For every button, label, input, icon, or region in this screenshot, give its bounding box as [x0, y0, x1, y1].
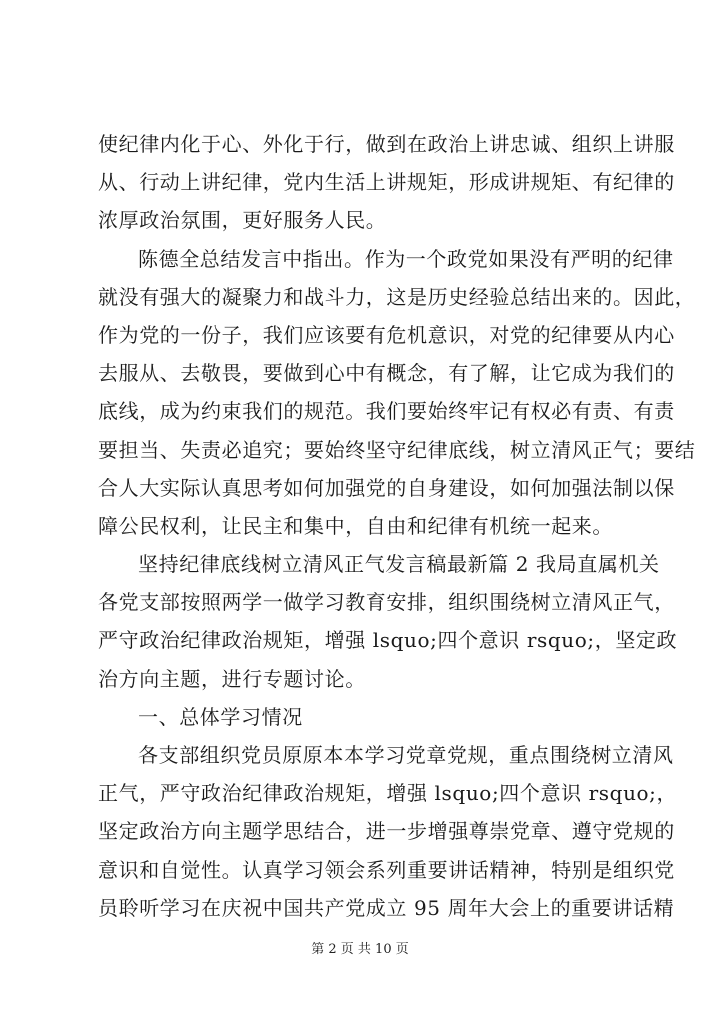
- text-line: 要担当、失责必追究；要始终坚守纪律底线，树立清风正气；要结: [98, 437, 696, 462]
- text-line: 就没有强大的凝聚力和战斗力，这是历史经验总结出来的。因此，: [98, 284, 696, 309]
- text-line: 浓厚政治氛围，更好服务人民。: [98, 208, 387, 233]
- text-line: 底线，成为约束我们的规范。我们要始终牢记有权必有责、有责: [98, 399, 675, 424]
- text-line: 使纪律内化于心、外化于行，做到在政治上讲忠诚、组织上讲服: [98, 132, 675, 156]
- text-line: 严守政治纪律政治规矩，增强 lsquo;四个意识 rsquo;，坚定政: [98, 628, 678, 653]
- text-line: 治方向主题，进行专题讨论。: [98, 666, 366, 691]
- text-line: 坚定政治方向主题学思结合，进一步增强尊崇党章、遵守党规的: [98, 819, 675, 844]
- text-line: 去服从、去敬畏，要做到心中有概念，有了解，让它成为我们的: [98, 361, 675, 386]
- section-heading: 一、总体学习情况: [138, 704, 303, 729]
- text-line: 从、行动上讲纪律，党内生活上讲规矩，形成讲规矩、有纪律的: [98, 170, 675, 195]
- text-line: 各党支部按照两学一做学习教育安排，组织围绕树立清风正气，: [98, 590, 675, 615]
- text-line: 陈德全总结发言中指出。作为一个政党如果没有严明的纪律: [138, 246, 674, 271]
- text-line: 员聆听学习在庆祝中国共产党成立 95 周年大会上的重要讲话精: [98, 895, 675, 920]
- text-line: 坚持纪律底线树立清风正气发言稿最新篇 2 我局直属机关: [138, 552, 660, 577]
- body-text: [98, 125, 696, 927]
- text-line: 障公民权利，让民主和集中，自由和纪律有机统一起来。: [98, 513, 613, 538]
- text-line: 作为党的一份子，我们应该要有危机意识，对党的纪律要从内心: [98, 322, 675, 347]
- page-number: 第 2 页 共 10 页: [311, 942, 409, 957]
- text-line: 各支部组织党员原原本本学习党章党规，重点围绕树立清风: [138, 743, 674, 767]
- text-line: 正气，严守政治纪律政治规矩，增强 lsquo;四个意识 rsquo;，: [98, 781, 678, 806]
- text-line: 合人大实际认真思考如何加强党的自身建设，如何加强法制以保: [98, 475, 675, 500]
- text-line: 意识和自觉性。认真学习领会系列重要讲话精神，特别是组织党: [98, 857, 675, 882]
